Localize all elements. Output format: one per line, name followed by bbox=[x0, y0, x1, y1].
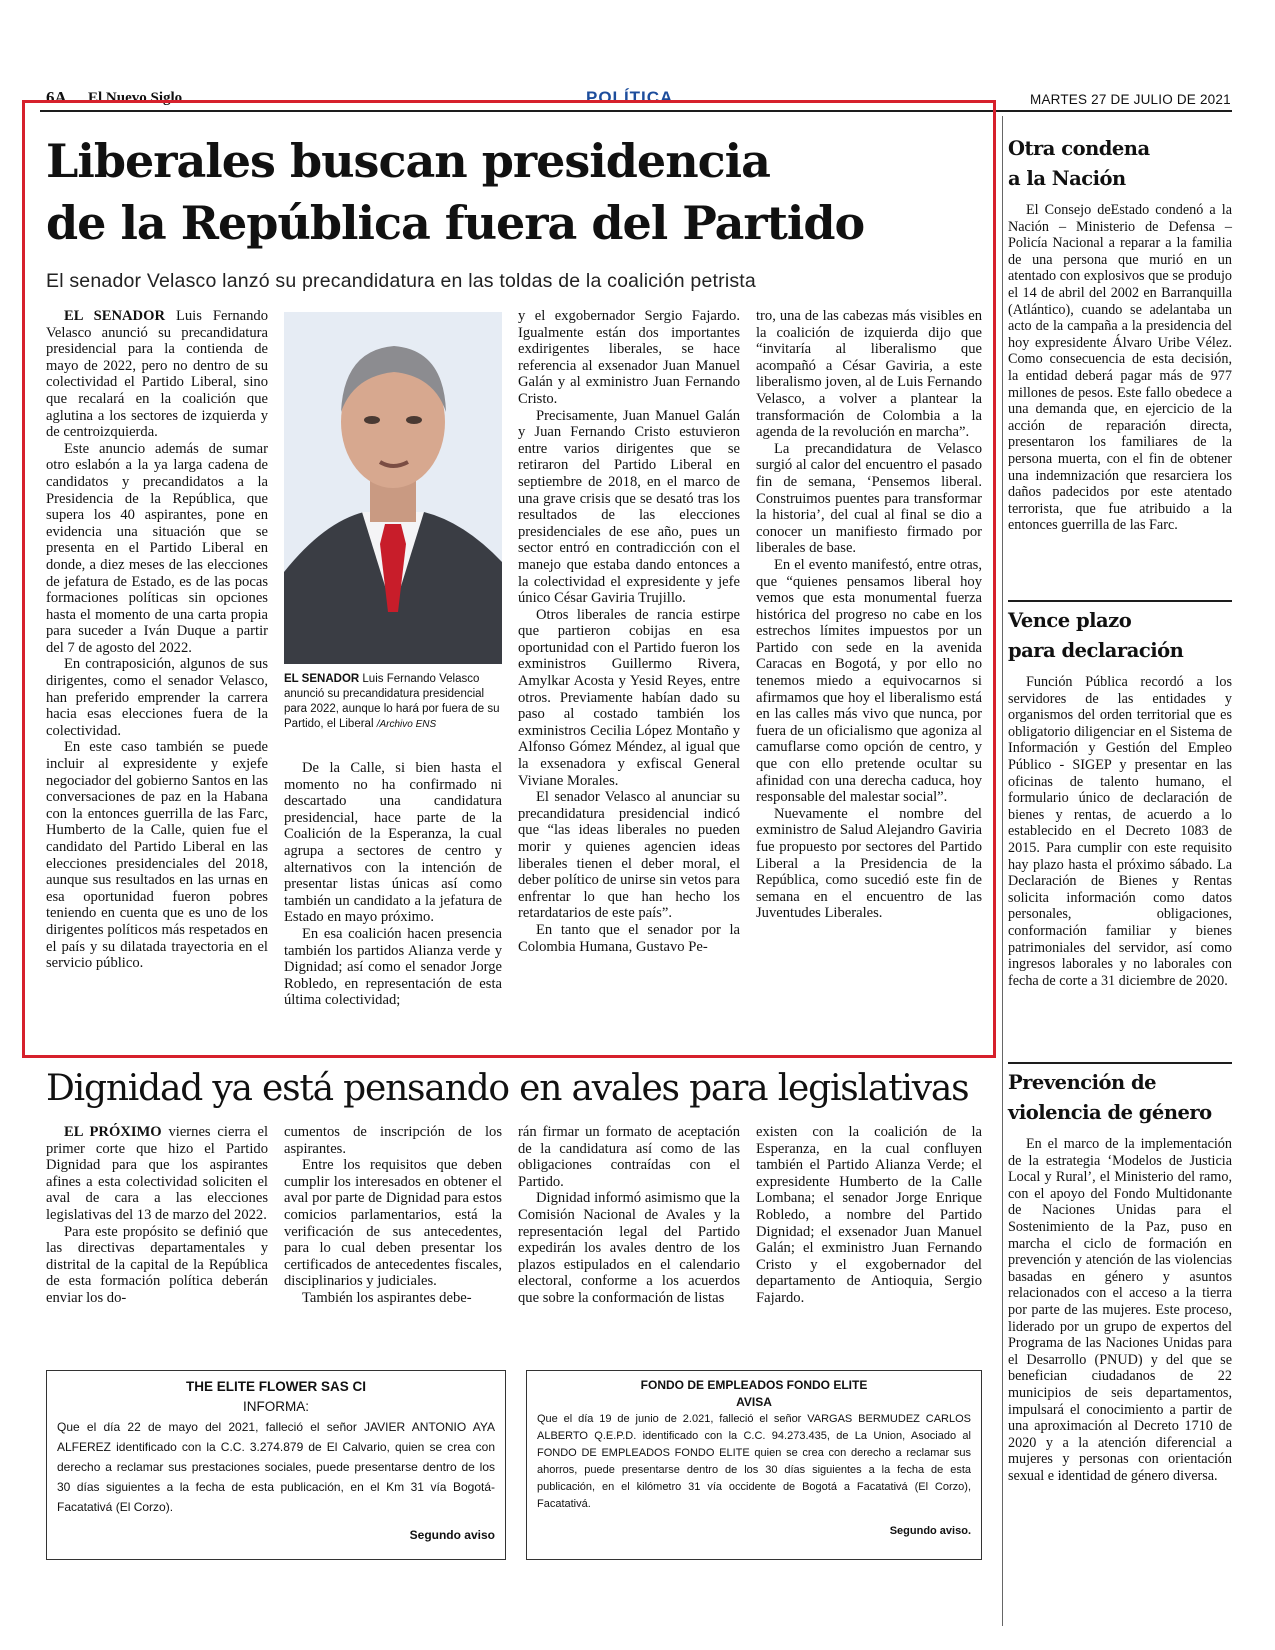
paragraph: En contraposición, algunos de sus dirigentes, como el senador Velasco, han preferido emprender la carrera hacia esas elecciones fuera de la colectividad. bbox=[46, 656, 268, 739]
photo-caption: EL SENADOR Luis Fernando Velasco anunció su precandidatura presidencial para 2022, aunque lo hará por fuera de su Partido, el Liberal /Archivo ENS bbox=[284, 673, 500, 730]
notice-sign: Segundo aviso. bbox=[889, 1525, 971, 1537]
paragraph: tro, una de las cabezas más visibles en la coalición de izquierda dijo que “invitaría al liberalismo que acompañó a César Gaviria, a este liberalismo joven, al de Luis Fernando Velasco, a volver a plantear la transformación de Colombia a la agenda de la revolución en marcha”. bbox=[756, 308, 982, 441]
paragraph: En el evento manifestó, entre otras, que “quienes pensamos liberal hoy vemos que esta monumental fuerza histórica del progreso no cabe en los estrechos límites impuestos por un Partido con sede en la avenida Caracas en Bogotá, y por ello no tenemos miedo a equivocarnos si afirmamos que hoy el liberalismo está en las calles más vivo que nunca, por fuera de un oficialismo que agoniza al camuflarse como opción de centro, y que con ello pretende ocultar su afinidad con una derecha caduca, hoy responsable del malestar social”. bbox=[756, 556, 982, 806]
column-divider bbox=[1002, 116, 1003, 1626]
paragraph: En el marco de la implementación de la estrategia ‘Modelos de Justicia Local y Rural’, el Ministerio del ramo, con el apoyo del Fondo Multidonante de Naciones Unidas para el Sostenimiento de la Paz, puso en marcha el ciclo de formación en prevención y atención de las violencias basadas en género y asuntos relacionados con el acceso a la tierra por parte de las mujeres. Este proceso, liderado por un grupo de expertos del Programa de las Naciones Unidas para el Desarrollo (PNUD) y del que se benefician ciudadanos de 22 municipios de seis departamentos, impulsará el conocimiento a partir de una aproximación al Decreto 1710 de 2020 y a la atención diferencial a mujeres y personas con orientación sexual e identidad de género diversa. bbox=[1008, 1136, 1232, 1484]
section-label: POLÍTICA bbox=[586, 88, 674, 107]
paragraph: Dignidad informó asimismo que la Comisión Nacional de Avales y la representación legal del Partido expedirán los avales dentro de los plazos estipulados en el calendario electoral, conforme a los acuerdos que sobre la conformación de listas bbox=[518, 1190, 740, 1306]
paragraph: En este caso también se puede incluir al expresidente y exjefe negociador del gobierno Santos en las conversaciones de paz en la Habana con la entonces guerrilla de las Farc, Humberto de la Calle, quien fue el candidato del Partido Liberal en las elecciones presidenciales del 2018, aunque sus resultados en las urnas en esa oportunidad fueron pobres teniendo en cuenta que es uno de los dirigentes políticos más respetados en el país y su dilatada trayectoria en el servicio público. bbox=[46, 739, 268, 972]
main-headline-line1: Liberales buscan presidencia bbox=[46, 134, 770, 188]
senator-photo bbox=[284, 312, 502, 664]
notice-fondo-elite bbox=[526, 1370, 982, 1560]
brief-body bbox=[1008, 674, 1232, 989]
paragraph: También los aspirantes debe- bbox=[302, 1289, 472, 1306]
lead-word: EL SENADOR bbox=[64, 308, 165, 324]
main-column-1 bbox=[46, 308, 268, 972]
notice-title: THE ELITE FLOWER SAS CI bbox=[185, 1379, 366, 1394]
notice-sign: Segundo aviso bbox=[409, 1528, 495, 1542]
notice-elite-flower bbox=[46, 1370, 506, 1560]
paragraph: En esa coalición hacen presencia también los partidos Alianza verde y Dignidad; así como el senador Jorge Robledo, en representación de esta última colectividad; bbox=[284, 925, 502, 1009]
main-column-4 bbox=[756, 308, 982, 922]
second-column-1 bbox=[46, 1124, 268, 1307]
main-headline bbox=[46, 130, 946, 254]
newspaper-name: El Nuevo Siglo bbox=[88, 90, 183, 106]
notice-body: Que el día 22 de mayo del 2021, falleció el señor JAVIER ANTONIO AYA ALFEREZ identificado con la C.C. 3.274.879 de El Calvario, quien se crea con derecho a reclamar sus prestaciones sociales, puede presentarse dentro de los 30 días siguientes a la fecha de esta publicación, en el Km 31 vía Bogotá-Facatativá (El Corzo). bbox=[57, 1420, 495, 1514]
paragraph: Función Pública recordó a los servidores de las entidades y organismos del orden territorial que es obligatorio diligenciar en el Sistema de Información y Gestión del Empleo Público - SIGEP y presentar en las oficinas de talento humano, el formulario único de declaración de bienes y rentas, de acuerdo a lo establecido en el Decreto 1083 de 2015. Para cumplir con este requisito hay plazo hasta el próximo sábado. La Declaración de Bienes y Rentas solicita información como datos personales, obligaciones, conformación familiar y bienes patrimoniales del servidor, así como ingresos laborales y no laborales con fecha de corte a 31 diciembre de 2020. bbox=[1008, 674, 1232, 989]
issue-date: MARTES 27 DE JULIO DE 2021 bbox=[1030, 92, 1231, 107]
main-headline-line2: de la República fuera del Partido bbox=[46, 196, 865, 250]
sidebar-brief-1 bbox=[1008, 134, 1232, 534]
paragraph: EL SENADOR Luis Fernando Velasco anunció su precandidatura presidencial para la contienda de mayo de 2022, pero no dentro de su colectividad el Partido Liberal, sino que recalará en la coalición que aglutina a los sectores de izquierda y de centroizquierda. bbox=[46, 308, 268, 441]
paragraph: cumentos de inscripción de los aspirantes. bbox=[284, 1124, 502, 1157]
main-column-3 bbox=[518, 308, 740, 955]
paragraph: Entre los requisitos que deben cumplir los interesados en obtener el aval por parte de Dignidad para estos comicios parlamentarios, está la verificación de sus antecedentes, para lo cual deben presentar los certificados de antecedentes fiscales, disciplinarios y judiciales. bbox=[284, 1157, 502, 1290]
second-headline: Dignidad ya está pensando en avales para legislativas bbox=[46, 1068, 969, 1109]
paragraph: EL PRÓXIMO viernes cierra el primer corte que hizo el Partido Dignidad para que los aspirantes afines a esta colectividad soliciten el aval de cara a las elecciones legislativas del 13 de marzo del 2022. bbox=[46, 1124, 268, 1223]
sidebar-brief-3 bbox=[1008, 1068, 1232, 1484]
caption-lead: EL SENADOR bbox=[284, 673, 360, 685]
brief-title: Prevención de violencia de género bbox=[1008, 1071, 1212, 1124]
notice-title: FONDO DE EMPLEADOS FONDO ELITE bbox=[640, 1378, 868, 1392]
notice-body: Que el día 19 de junio de 2.021, falleció el señor VARGAS BERMUDEZ CARLOS ALBERTO Q.E.P.D. identificado con la C.C. 94.273.435, de La Union, Asociado al FONDO DE EMPLEADOS FONDO ELITE quien se crea con derecho a reclamar sus ahorros, puede presentarse dentro de los 30 días siguientes a la fecha de esta publicación, en el kilómetro 31 vía occidente de Bogotá a Facatativá (El Corzo), Facatativá. bbox=[537, 1413, 971, 1510]
paragraph: y el exgobernador Sergio Fajardo. Igualmente están dos importantes exdirigentes liberales, se hace referencia al exsenador Juan Manuel Galán y al exministro Juan Fernando Cristo. bbox=[518, 308, 740, 407]
brief-body bbox=[1008, 202, 1232, 534]
sidebar-divider bbox=[1008, 1062, 1232, 1064]
main-column-2 bbox=[284, 760, 502, 1009]
brief-title: Otra condena a la Nación bbox=[1008, 137, 1150, 190]
paragraph: Para este propósito se definió que las directivas departamentales y distrital de la capital de la República de esta formación política deberán enviar los do- bbox=[46, 1223, 268, 1306]
paragraph: En tanto que el senador por la Colombia Humana, Gustavo Pe- bbox=[518, 921, 740, 955]
sidebar-divider bbox=[1008, 600, 1232, 602]
brief-body bbox=[1008, 1136, 1232, 1484]
main-deck: El senador Velasco lanzó su precandidatura en las toldas de la coalición petrista bbox=[46, 270, 756, 292]
paragraph: Precisamente, Juan Manuel Galán y Juan Fernando Cristo estuvieron entre varios dirigentes que se retiraron del Partido Liberal en septiembre de 2018, en el marco de una grave crisis que se desató tras los resultados de las elecciones presidenciales de ese año, pues un sector entró en contradicción con el manejo que estaba dando entonces a la colectividad el expresidente y jefe único César Gaviria Trujillo. bbox=[518, 407, 740, 607]
page-number: 6A bbox=[46, 88, 67, 107]
paragraph: De la Calle, si bien hasta el momento no ha confirmado ni descartado una candidatura presidencial, hace parte de la Coalición de la Esperanza, la cual agrupa a sectores de centro y alternativos con la intención de presentar listas únicas así como también un candidato a la jefatura de Estado en mayo próximo. bbox=[284, 760, 502, 926]
brief-title: Vence plazo para declaración bbox=[1008, 609, 1184, 662]
paragraph: rán firmar un formato de aceptación de la candidatura así como de las obligaciones contraídas con el Partido. bbox=[518, 1124, 740, 1190]
paragraph: Nuevamente el nombre del exministro de Salud Alejandro Gaviria fue propuesto por sectores del Partido Liberal a la Presidencia de la República, como sucedió este fin de semana en el encuentro de las Juventudes Liberales. bbox=[756, 805, 982, 922]
notice-subtitle: AVISA bbox=[736, 1395, 772, 1409]
second-column-4 bbox=[756, 1124, 982, 1307]
sidebar-brief-2 bbox=[1008, 606, 1232, 989]
notice-subtitle: INFORMA: bbox=[243, 1399, 309, 1414]
paragraph: El senador Velasco al anunciar su precandidatura presidencial indicó que “las ideas liberales no pueden morir y quienes agencien ideas liberales tienen el deber moral, el deber político de unirse sin vetos para enfrentar lo que han hecho los retardatarios de este país”. bbox=[518, 789, 740, 922]
photo-credit: /Archivo ENS bbox=[376, 719, 437, 730]
second-column-2 bbox=[284, 1124, 502, 1307]
second-column-3 bbox=[518, 1124, 740, 1307]
lead-word: EL PRÓXIMO bbox=[64, 1124, 162, 1140]
paragraph: existen con la coalición de la Esperanza, en la cual confluyen también el Partido Alianza Verde; el expresidente Humberto de la Calle Lombana; el senador Jorge Enrique Robledo, a nombre del Partido Dignidad; el exsenador Juan Manuel Galán; el exministro Juan Fernando Cristo y el exgobernador del departamento de Antioquia, Sergio Fajardo. bbox=[756, 1124, 982, 1306]
paragraph: La precandidatura de Velasco surgió al calor del encuentro el pasado fin de semana, ‘Pensemos liberal. Construimos puentes para transformar la historia’, del cual al final se dio a conocer un manifiesto firmado por liberales de base. bbox=[756, 440, 982, 557]
paragraph: Otros liberales de rancia estirpe que partieron cobijas en esa oportunidad con el Partido fueron los exministros Guillermo Rivera, Amylkar Acosta y Yesid Reyes, entre otros. Previamente habían dado su paso al costado también los exministros Cecilia López Montaño y Alfonso Gómez Méndez, al igual que la exsenadora y exfiscal General Viviane Morales. bbox=[518, 606, 740, 789]
paragraph: El Consejo deEstado condenó a la Nación – Ministerio de Defensa – Policía Nacional a reparar a la familia de una persona que murió en un atentado con explosivos que se produjo el 14 de abril del 2002 en Barranquilla (Atlántico), cuando se adelantaba un acto de la campaña a la presidencia del hoy expresidente Álvaro Uribe Vélez. Como consecuencia de esta decisión, la entidad deberá pagar más de 977 millones de pesos. Este fallo obedece a una demanda que, en ejercicio de la acción de reparación directa, presentaron los familiares de la persona muerta, con el fin de obtener una indemnización que resarciera los daños padecidos por este atentado terrorista, que fue atribuido a la entonces guerrilla de las Farc. bbox=[1008, 202, 1232, 534]
paragraph: Este anuncio además de sumar otro eslabón a la ya larga cadena de candidatos y precandidatos a la Presidencia de la República, que supera los 40 aspirantes, pone en evidencia una situación que se presenta en el Partido Liberal en donde, a diez meses de las elecciones de jefatura de Estado, es de las pocas formaciones políticas sin opciones hasta el momento de una carta propia para suceder a Iván Duque a partir del 7 de agosto del 2022. bbox=[46, 440, 268, 656]
